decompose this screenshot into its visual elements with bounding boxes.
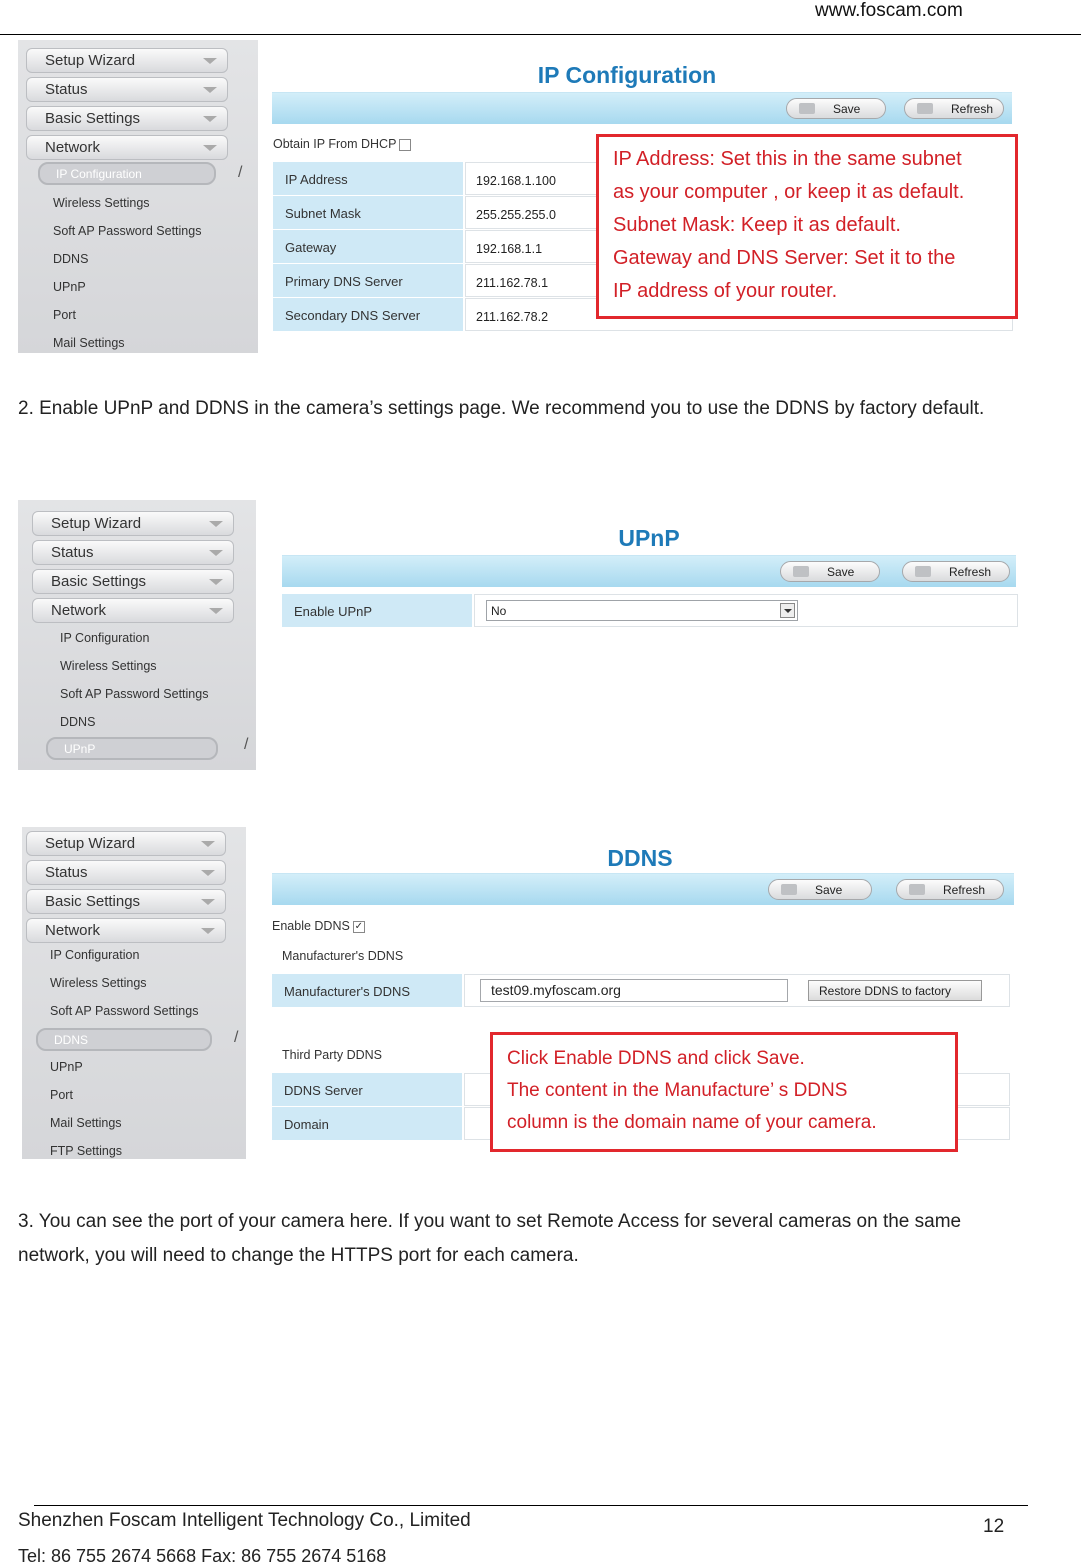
- menu-status[interactable]: [32, 540, 234, 565]
- menu-label: Basic Settings: [51, 573, 147, 590]
- submenu-wireless-settings[interactable]: Wireless Settings: [53, 196, 150, 210]
- ip-address-input[interactable]: 192.168.1.100: [465, 162, 1013, 195]
- submenu-ftp-settings[interactable]: FTP Settings: [50, 1144, 123, 1158]
- secondary-dns-input[interactable]: 211.162.78.2: [465, 298, 1013, 331]
- submenu-upnp[interactable]: UPnP: [50, 1060, 83, 1074]
- submenu-ip-configuration[interactable]: [38, 162, 216, 185]
- menu-label: Basic Settings: [45, 110, 141, 127]
- submenu-soft-ap-password[interactable]: Soft AP Password Settings: [50, 1004, 199, 1018]
- callout-line: Subnet Mask: Keep it as default.: [613, 214, 901, 236]
- field-label: IP Address: [273, 162, 463, 195]
- callout-line: Click Enable DDNS and click Save.: [507, 1048, 805, 1069]
- callout-line: column is the domain name of your camera.: [507, 1112, 877, 1133]
- menu-label: Status: [51, 544, 94, 561]
- menu-setup-wizard[interactable]: [32, 511, 234, 536]
- refresh-button[interactable]: [896, 879, 1004, 900]
- submenu-mail-settings[interactable]: Mail Settings: [50, 1116, 122, 1130]
- chevron-down-icon: [209, 579, 223, 585]
- menu-label: Setup Wizard: [51, 515, 142, 532]
- refresh-label: Refresh: [951, 102, 994, 116]
- chevron-down-icon: [209, 521, 223, 527]
- field-label: Manufacturer's DDNS: [272, 974, 462, 1007]
- chevron-down-icon: [203, 58, 217, 64]
- page-title: UPnP: [618, 525, 680, 551]
- toolbar: [272, 873, 1014, 905]
- field-label: DDNS Server: [272, 1073, 462, 1106]
- chevron-down-icon: [201, 899, 215, 905]
- enable-ddns-row: [272, 919, 365, 933]
- toolbar: [282, 555, 1016, 587]
- select-value: No: [491, 604, 507, 618]
- manufacturer-ddns-heading: Manufacturer's DDNS: [282, 949, 404, 963]
- paragraph-step-3: 3. You can see the port of your camera here. If you want to set Remote Access for several cameras on the same network, you will need to change the HTTPS port for each camera.: [18, 1211, 962, 1266]
- menu-setup-wizard[interactable]: [26, 831, 226, 856]
- primary-dns-input[interactable]: 211.162.78.1: [465, 264, 1013, 297]
- chevron-down-icon: [201, 928, 215, 934]
- save-icon: [799, 103, 815, 114]
- menu-label: Network: [45, 139, 101, 156]
- submenu-label: DDNS: [54, 1033, 89, 1047]
- paragraph-step-2: 2. Enable UPnP and DDNS in the camera’s settings page. We recommend you to use the DDNS by factory default.: [18, 398, 985, 419]
- manufacturer-ddns-input[interactable]: test09.myfoscam.org: [480, 979, 788, 1002]
- submenu-label: IP Configuration: [56, 167, 142, 181]
- submenu-upnp[interactable]: [46, 737, 218, 760]
- submenu-port[interactable]: Port: [53, 308, 76, 322]
- ip-callout: [596, 134, 1018, 319]
- dhcp-row: [273, 137, 411, 151]
- subnet-mask-input[interactable]: 255.255.255.0: [465, 196, 1013, 229]
- menu-label: Status: [45, 81, 88, 98]
- refresh-icon: [915, 566, 931, 577]
- menu-label: Setup Wizard: [45, 52, 136, 69]
- submenu-ip-configuration[interactable]: IP Configuration: [50, 948, 140, 962]
- ddns-screenshot: [22, 827, 1018, 1159]
- menu-label: Status: [45, 864, 88, 881]
- refresh-label: Refresh: [949, 565, 992, 579]
- chevron-down-icon: [209, 550, 223, 556]
- field-label: Primary DNS Server: [273, 264, 463, 297]
- menu-status[interactable]: [26, 77, 228, 102]
- sidebar: [18, 40, 258, 353]
- restore-ddns-button[interactable]: Restore DDNS to factory: [808, 980, 982, 1001]
- save-label: Save: [833, 102, 861, 116]
- dhcp-checkbox[interactable]: [399, 139, 411, 151]
- refresh-icon: [909, 884, 925, 895]
- chevron-down-icon: [203, 87, 217, 93]
- submenu-port[interactable]: Port: [50, 1088, 73, 1102]
- header-url: www.foscam.com: [815, 0, 963, 21]
- menu-setup-wizard[interactable]: [26, 48, 228, 73]
- content-area: [246, 827, 1018, 1159]
- submenu-wireless-settings[interactable]: Wireless Settings: [60, 659, 157, 673]
- menu-basic-settings[interactable]: [26, 889, 226, 914]
- gateway-input[interactable]: 192.168.1.1: [465, 230, 1013, 263]
- refresh-icon: [917, 103, 933, 114]
- submenu-wireless-settings[interactable]: Wireless Settings: [50, 976, 147, 990]
- submenu-soft-ap-password[interactable]: Soft AP Password Settings: [60, 687, 209, 701]
- third-party-ddns-heading: Third Party DDNS: [282, 1048, 383, 1062]
- content-area: [258, 40, 1022, 353]
- sidebar: [18, 500, 256, 770]
- toolbar: [272, 92, 1012, 124]
- menu-basic-settings[interactable]: [32, 569, 234, 594]
- enable-upnp-select[interactable]: [486, 600, 798, 621]
- cursor-mark: /: [234, 1029, 239, 1046]
- enable-ddns-checkbox[interactable]: ✓: [354, 920, 364, 932]
- refresh-button[interactable]: [904, 98, 1004, 119]
- sidebar: [22, 827, 246, 1159]
- callout-line: as your computer , or keep it as default.: [613, 181, 965, 203]
- menu-label: Setup Wizard: [45, 835, 136, 852]
- field-label: Enable UPnP: [282, 594, 472, 627]
- submenu-ddns[interactable]: DDNS: [60, 715, 96, 729]
- menu-network[interactable]: [26, 135, 228, 160]
- submenu-ddns[interactable]: DDNS: [53, 252, 89, 266]
- content-area: [256, 500, 1022, 770]
- save-icon: [781, 884, 797, 895]
- callout-line: Gateway and DNS Server: Set it to the: [613, 247, 956, 269]
- ip-configuration-screenshot: [18, 40, 1022, 353]
- chevron-down-icon: [209, 608, 223, 614]
- menu-network[interactable]: [26, 918, 226, 943]
- enable-ddns-label: Enable DDNS: [272, 919, 350, 933]
- footer-rule: [34, 1505, 1028, 1506]
- callout-line: IP address of your router.: [613, 280, 838, 302]
- submenu-mail-settings[interactable]: Mail Settings: [53, 336, 125, 350]
- refresh-label: Refresh: [943, 883, 986, 897]
- save-label: Save: [815, 883, 843, 897]
- cursor-mark: /: [238, 164, 243, 181]
- chevron-down-icon: [203, 145, 217, 151]
- field-label: Gateway: [273, 230, 463, 263]
- submenu-soft-ap-password[interactable]: Soft AP Password Settings: [53, 224, 202, 238]
- save-icon: [793, 566, 809, 577]
- page-number: 12: [983, 1516, 1005, 1537]
- chevron-down-icon: [203, 116, 217, 122]
- submenu-upnp[interactable]: UPnP: [53, 280, 86, 294]
- field-label: Subnet Mask: [273, 196, 463, 229]
- page-title: DDNS: [607, 845, 673, 871]
- footer-contact: Tel: 86 755 2674 5668 Fax: 86 755 2674 5168: [18, 1546, 387, 1566]
- menu-label: Basic Settings: [45, 893, 141, 910]
- upnp-screenshot: [18, 500, 1022, 770]
- submenu-label: UPnP: [64, 742, 96, 756]
- menu-label: Network: [51, 602, 107, 619]
- chevron-down-icon: [201, 870, 215, 876]
- save-button[interactable]: [786, 98, 886, 119]
- menu-status[interactable]: [26, 860, 226, 885]
- menu-network[interactable]: [32, 598, 234, 623]
- save-button[interactable]: [768, 879, 872, 900]
- menu-label: Network: [45, 922, 101, 939]
- page-title: IP Configuration: [537, 62, 717, 88]
- submenu-ddns[interactable]: [36, 1028, 212, 1051]
- save-label: Save: [827, 565, 855, 579]
- cursor-mark: /: [244, 736, 249, 753]
- footer-company: Shenzhen Foscam Intelligent Technology Co., Limited: [18, 1510, 471, 1531]
- dropdown-arrow-icon: [780, 603, 795, 618]
- callout-line: The content in the Manufacture’ s DDNS: [507, 1080, 848, 1101]
- save-button[interactable]: [780, 561, 880, 582]
- ddns-callout: [490, 1032, 958, 1152]
- refresh-button[interactable]: [902, 561, 1010, 582]
- submenu-ip-configuration[interactable]: IP Configuration: [60, 631, 150, 645]
- header-rule: [0, 34, 1081, 35]
- field-label: Secondary DNS Server: [273, 298, 463, 331]
- field-label: Domain: [272, 1107, 462, 1140]
- dhcp-label: Obtain IP From DHCP: [273, 137, 397, 151]
- chevron-down-icon: [201, 841, 215, 847]
- menu-basic-settings[interactable]: [26, 106, 228, 131]
- callout-line: IP Address: Set this in the same subnet: [613, 148, 962, 170]
